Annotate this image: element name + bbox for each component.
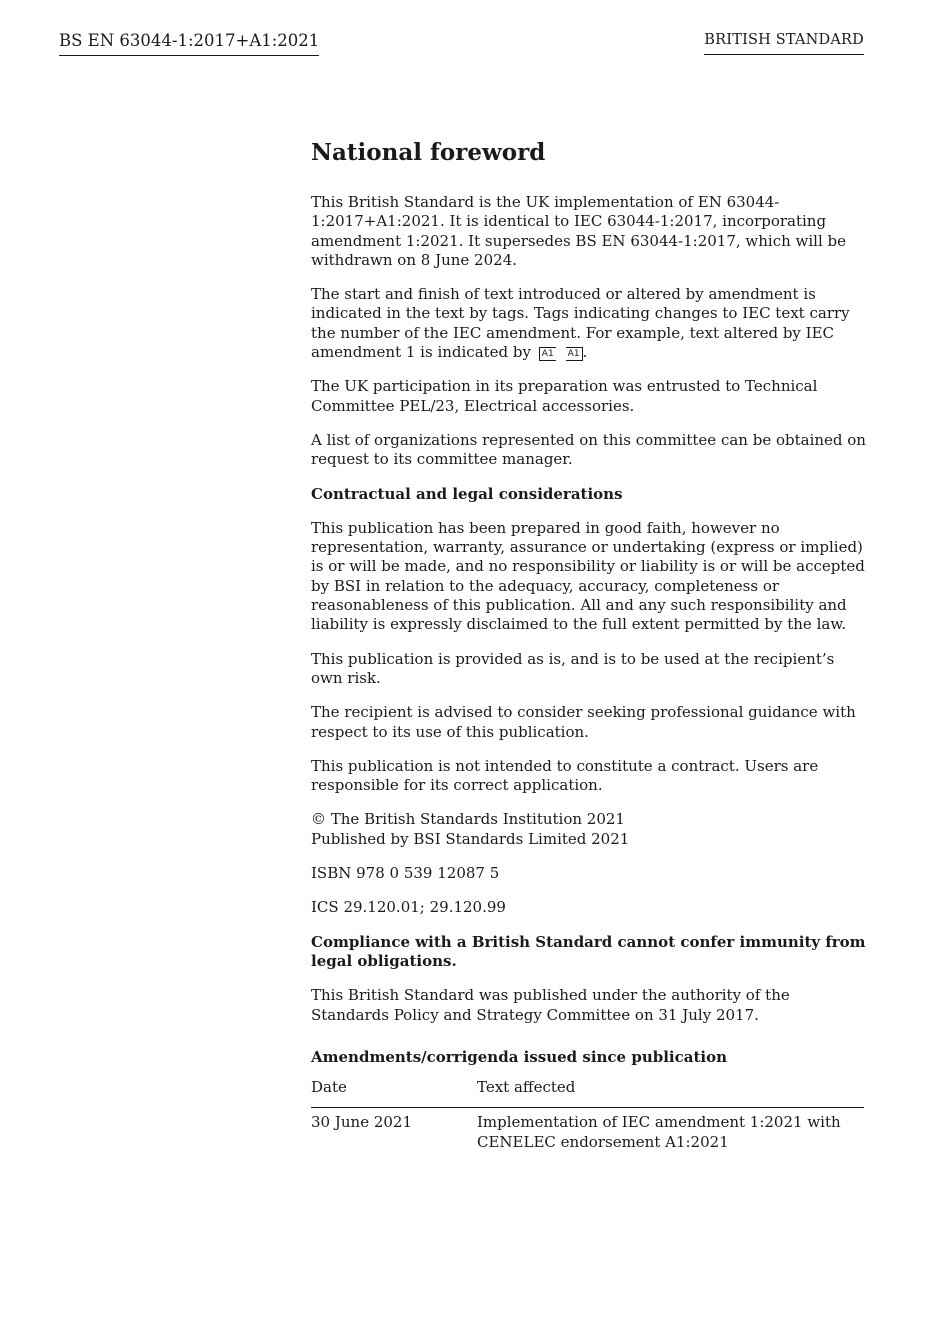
page-title: National foreword: [311, 139, 546, 166]
legal-paragraph-contract: This publication is not intended to constitute a contract. Users are responsible for its correct application.: [311, 756, 819, 795]
amendment-text-affected: Implementation of IEC amendment 1:2021 with CENELEC endorsement A1:2021: [477, 1113, 841, 1151]
foreword-paragraph-tags: [311, 285, 867, 362]
copyright-block: [311, 810, 867, 849]
legal-paragraph-guidance: The recipient is advised to consider seeking professional guidance with respect to its use of this publication.: [311, 703, 856, 741]
tags-explanation-end: .: [582, 343, 588, 362]
amendments-heading: Amendments/corrigenda issued since publication: [311, 1047, 727, 1066]
amendments-table-header: [311, 1076, 864, 1108]
amendment-date: 30 June 2021: [311, 1113, 413, 1132]
isbn: ISBN 978 0 539 12087 5: [311, 864, 500, 883]
amendment-end-tag-icon: A1: [566, 347, 583, 361]
amendment-start-tag-icon: A1: [539, 347, 556, 361]
ics: ICS 29.120.01; 29.120.99: [311, 898, 506, 917]
authority-statement: This British Standard was published under the authority of the Standards Policy and Strategy Committee on 31 July 2017.: [311, 986, 790, 1024]
table-row: [311, 1108, 864, 1152]
foreword-paragraph-committee: The UK participation in its preparation was entrusted to Technical Committee PEL/23, Electrical accessories.: [311, 377, 818, 415]
foreword-paragraph-implementation: This British Standard is the UK implementation of EN 63044-1:2017+A1:2021. It is identical to IEC 63044-1:2017, incorporating amendment 1:2021. It supersedes BS EN 63044-1:2017, which will be withdrawn on 8 June 2024.: [311, 193, 847, 269]
column-header-date: Date: [311, 1076, 477, 1108]
amendments-table: [311, 1076, 864, 1152]
document-number: BS EN 63044-1:2017+A1:2021: [59, 31, 319, 56]
document-type: BRITISH STANDARD: [704, 32, 864, 55]
compliance-notice: Compliance with a British Standard cannot confer immunity from legal obligations.: [311, 932, 866, 970]
published-by-line: Published by BSI Standards Limited 2021: [311, 829, 630, 848]
foreword-content: [311, 138, 867, 1152]
legal-paragraph-good-faith: This publication has been prepared in good faith, however no representation, warranty, assurance or undertaking (express or implied) is or will be made, and no responsibility or liability is or will be accepted by BSI in relation to the adequacy, accuracy, completeness or reasonableness of this publication. All and any such responsibility and liability is expressly disclaimed to the full extent permitted by the law.: [311, 518, 865, 634]
column-header-text-affected: Text affected: [477, 1076, 864, 1108]
foreword-paragraph-organizations: A list of organizations represented on this committee can be obtained on request to its committee manager.: [311, 430, 866, 469]
copyright-line: © The British Standards Institution 2021: [311, 810, 625, 829]
tags-explanation-text: The start and finish of text introduced or altered by amendment is indicated in the text by tags. Tags indicating changes to IEC text carry the number of the IEC amendment. For example, text altered by IEC amendment 1 is indicated by: [311, 285, 850, 362]
legal-heading: Contractual and legal considerations: [311, 484, 623, 503]
legal-paragraph-own-risk: This publication is provided as is, and is to be used at the recipient’s own risk.: [311, 649, 835, 687]
